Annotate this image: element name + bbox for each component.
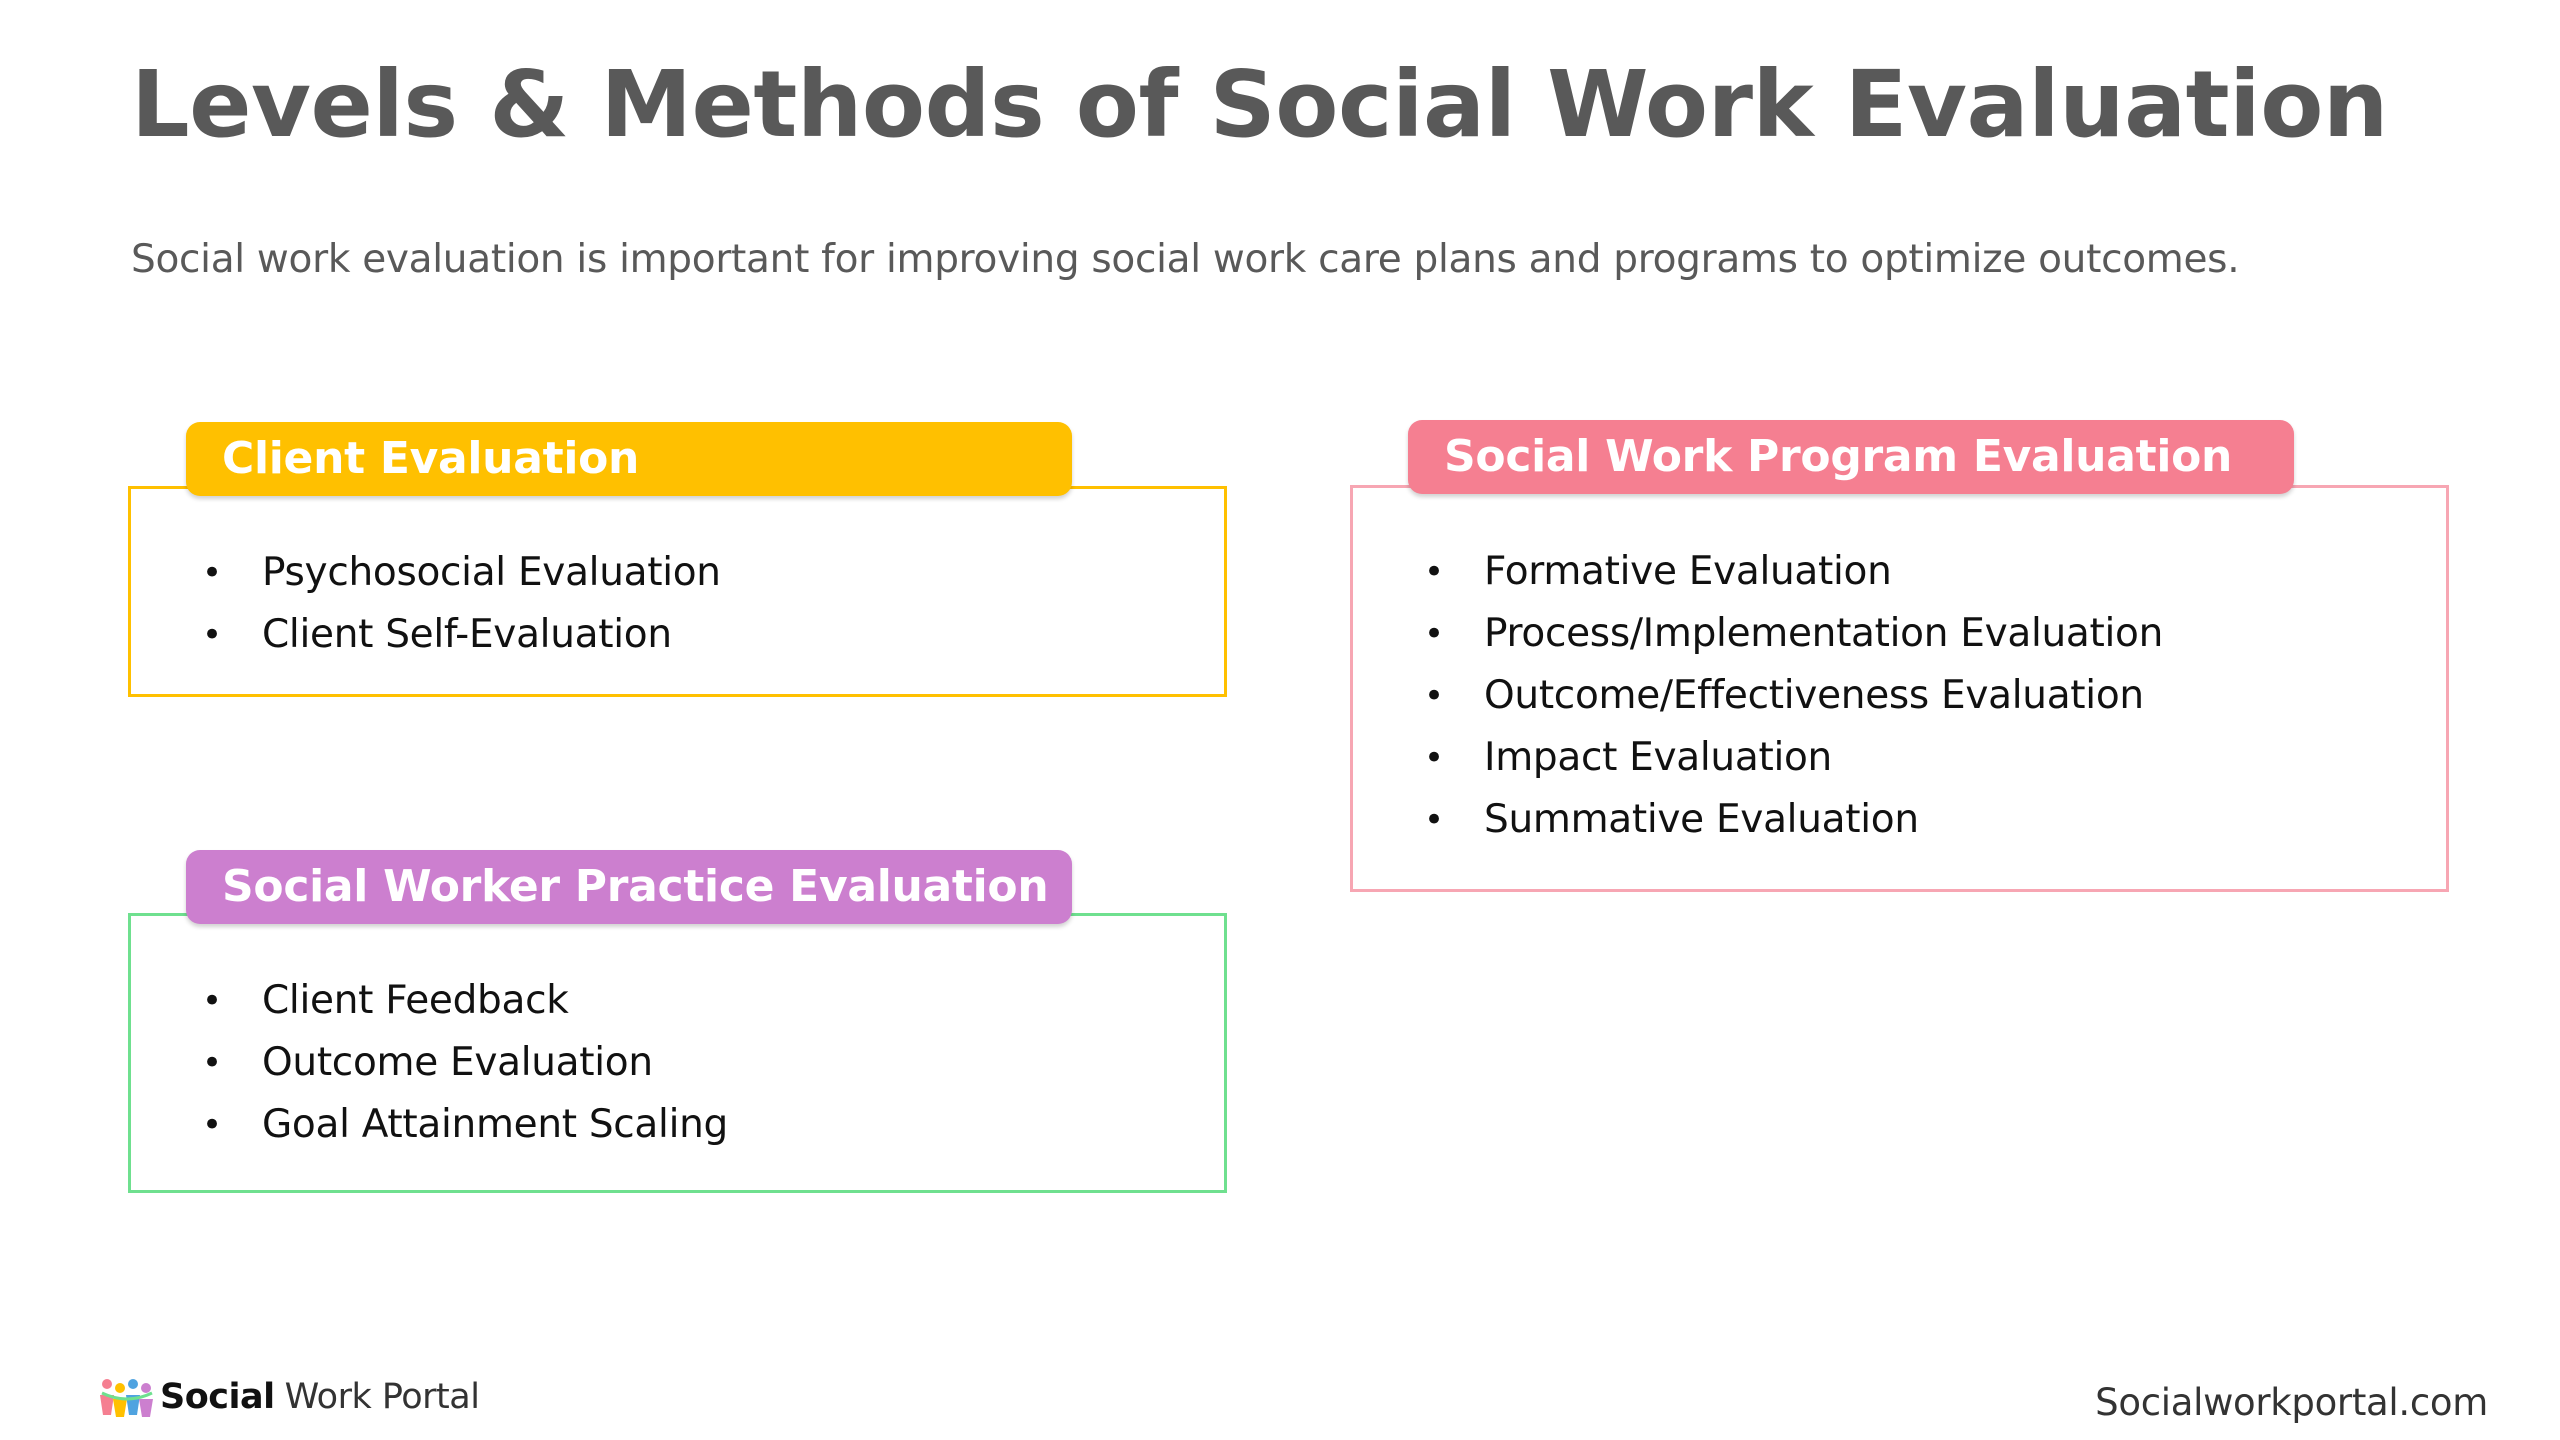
list-item bbox=[202, 542, 721, 604]
bullet-dot: • bbox=[202, 553, 222, 593]
list-item-text: Psychosocial Evaluation bbox=[262, 550, 721, 595]
program-evaluation-header: Social Work Program Evaluation bbox=[1408, 420, 2294, 494]
bullet-dot: • bbox=[1424, 614, 1444, 654]
list-item-text: Process/Implementation Evaluation bbox=[1484, 611, 2164, 656]
bullet-dot: • bbox=[202, 1105, 222, 1145]
list-item bbox=[202, 1032, 728, 1094]
list-item bbox=[1424, 603, 2163, 665]
list-item bbox=[202, 970, 728, 1032]
logo-text-bold: Social bbox=[160, 1377, 275, 1417]
bullet-dot: • bbox=[1424, 552, 1444, 592]
list-item-text: Goal Attainment Scaling bbox=[262, 1102, 728, 1147]
list-item-text: Client Feedback bbox=[262, 978, 569, 1023]
practice-evaluation-list bbox=[202, 970, 728, 1156]
list-item bbox=[1424, 665, 2163, 727]
list-item bbox=[202, 604, 721, 666]
program-evaluation-list bbox=[1424, 541, 2163, 851]
list-item-text: Summative Evaluation bbox=[1484, 797, 1919, 842]
list-item bbox=[202, 1094, 728, 1156]
client-evaluation-header: Client Evaluation bbox=[186, 422, 1072, 496]
list-item-text: Formative Evaluation bbox=[1484, 549, 1892, 594]
people-group-icon bbox=[98, 1375, 156, 1419]
bullet-dot: • bbox=[1424, 800, 1444, 840]
logo-text-light: Work Portal bbox=[284, 1377, 480, 1417]
slide-title: Levels & Methods of Social Work Evaluation bbox=[131, 51, 2388, 158]
list-item bbox=[1424, 789, 2163, 851]
bullet-dot: • bbox=[202, 615, 222, 655]
list-item-text: Impact Evaluation bbox=[1484, 735, 1832, 780]
client-evaluation-list bbox=[202, 542, 721, 666]
bullet-dot: • bbox=[1424, 676, 1444, 716]
bullet-dot: • bbox=[202, 1043, 222, 1083]
list-item-text: Outcome/Effectiveness Evaluation bbox=[1484, 673, 2144, 718]
bullet-dot: • bbox=[1424, 738, 1444, 778]
bullet-dot: • bbox=[202, 981, 222, 1021]
list-item-text: Client Self-Evaluation bbox=[262, 612, 672, 657]
social-work-portal-logo bbox=[98, 1372, 479, 1422]
slide-subtitle: Social work evaluation is important for improving social work care plans and programs to optimize outcomes. bbox=[131, 237, 2240, 282]
site-url: Socialworkportal.com bbox=[2095, 1381, 2488, 1424]
list-item-text: Outcome Evaluation bbox=[262, 1040, 653, 1085]
list-item bbox=[1424, 541, 2163, 603]
practice-evaluation-header: Social Worker Practice Evaluation bbox=[186, 850, 1072, 924]
list-item bbox=[1424, 727, 2163, 789]
